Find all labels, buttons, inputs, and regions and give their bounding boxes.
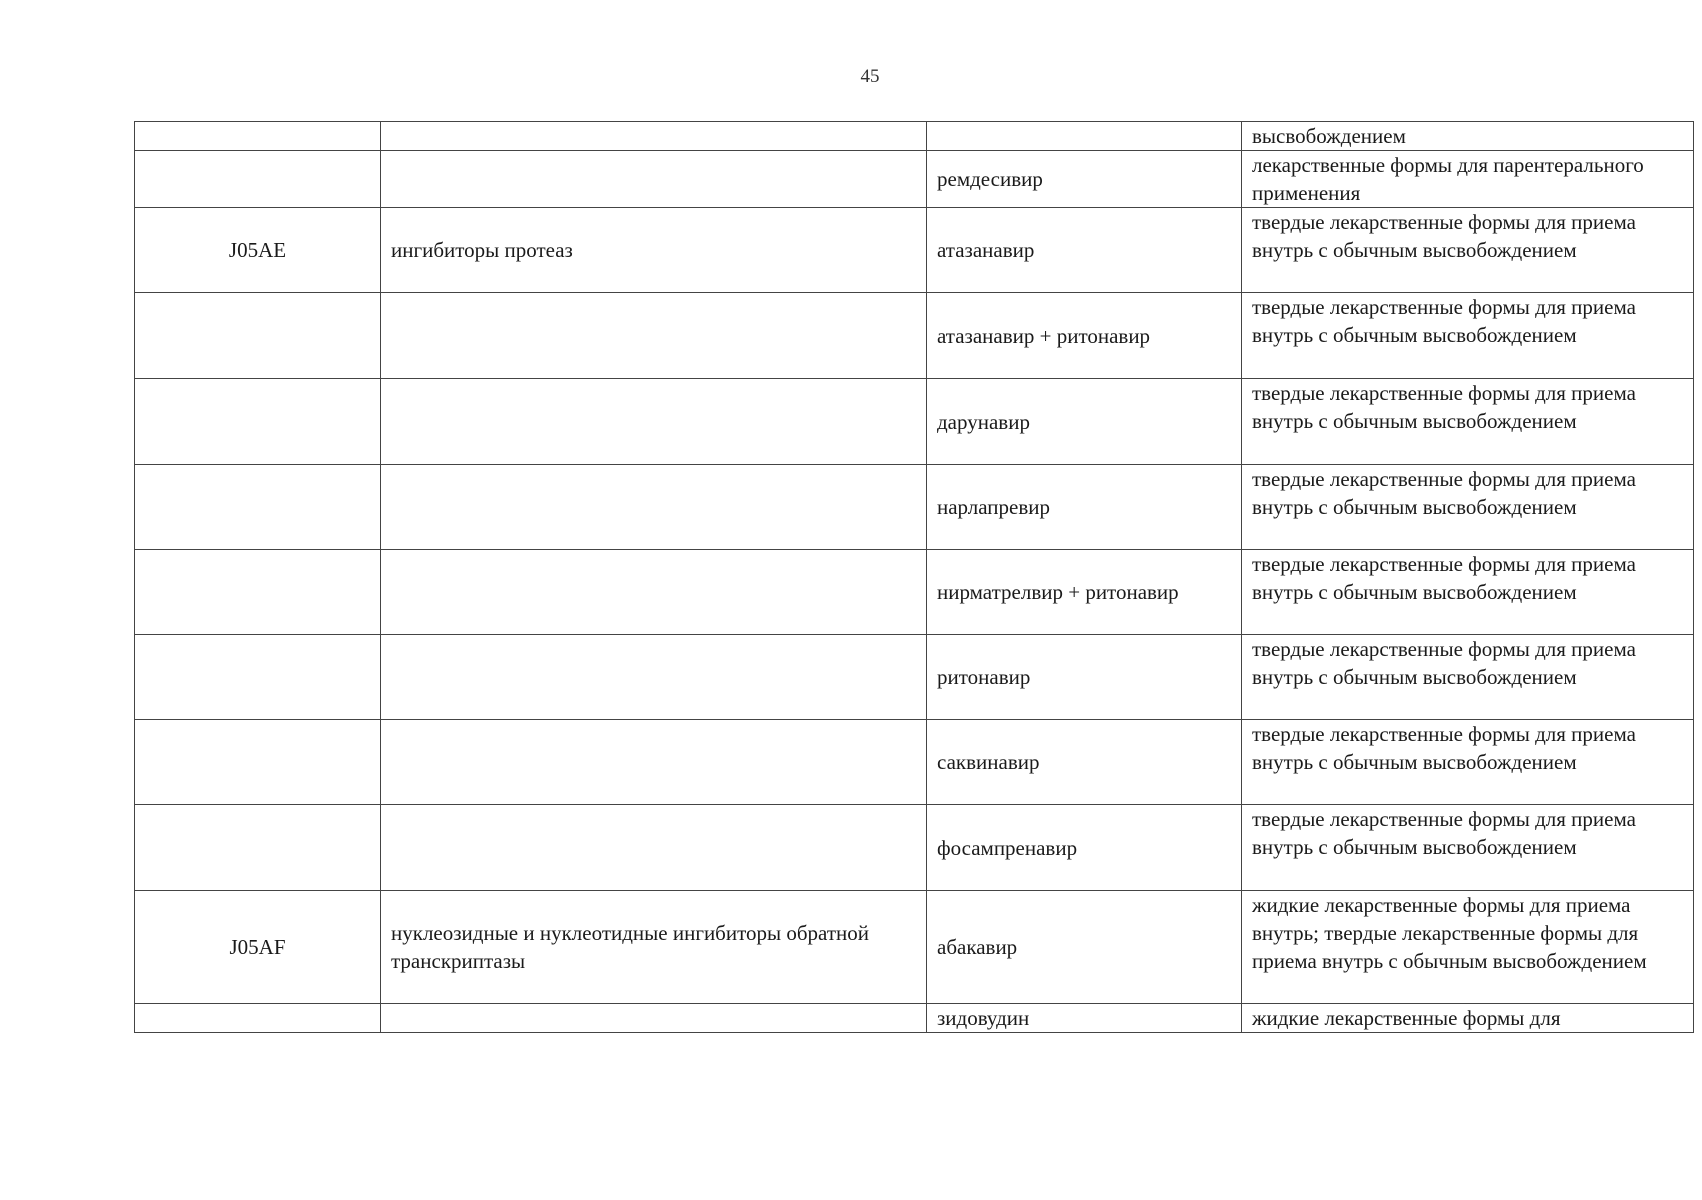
table-row — [135, 805, 1694, 891]
atc-code-cell — [135, 465, 381, 550]
table-row — [135, 891, 1694, 1004]
group-name-cell — [381, 805, 927, 891]
atc-code-cell — [135, 805, 381, 891]
group-name-cell — [381, 550, 927, 635]
atc-code-cell: J05AF — [135, 891, 381, 1004]
dosage-form-cell: твердые лекарственные формы для приема внутрь с обычным высвобождением — [1242, 720, 1694, 805]
drug-name-cell: зидовудин — [927, 1004, 1242, 1033]
atc-code-cell — [135, 720, 381, 805]
drug-name-cell: фосампренавир — [927, 805, 1242, 891]
group-name-cell: ингибиторы протеаз — [381, 208, 927, 293]
table-row — [135, 122, 1694, 151]
dosage-form-cell: жидкие лекарственные формы для приема внутрь; твердые лекарственные формы для приема внутрь с обычным высвобождением — [1242, 891, 1694, 1004]
drug-name-cell: ремдесивир — [927, 151, 1242, 208]
group-name-cell — [381, 122, 927, 151]
drug-name-cell: атазанавир — [927, 208, 1242, 293]
dosage-form-cell: твердые лекарственные формы для приема внутрь с обычным высвобождением — [1242, 805, 1694, 891]
atc-code-cell — [135, 122, 381, 151]
dosage-form-cell: лекарственные формы для парентерального применения — [1242, 151, 1694, 208]
dosage-form-cell: высвобождением — [1242, 122, 1694, 151]
dosage-form-cell: твердые лекарственные формы для приема внутрь с обычным высвобождением — [1242, 550, 1694, 635]
dosage-form-cell: твердые лекарственные формы для приема внутрь с обычным высвобождением — [1242, 293, 1694, 379]
dosage-form-cell: твердые лекарственные формы для приема внутрь с обычным высвобождением — [1242, 465, 1694, 550]
dosage-form-cell: жидкие лекарственные формы для — [1242, 1004, 1694, 1033]
group-name-cell — [381, 465, 927, 550]
table-row — [135, 208, 1694, 293]
drug-name-cell: дарунавир — [927, 379, 1242, 465]
dosage-form-cell: твердые лекарственные формы для приема внутрь с обычным высвобождением — [1242, 379, 1694, 465]
drug-name-cell — [927, 122, 1242, 151]
table-row — [135, 379, 1694, 465]
table-row — [135, 293, 1694, 379]
drug-name-cell: абакавир — [927, 891, 1242, 1004]
page-number: 45 — [860, 66, 880, 87]
group-name-cell — [381, 151, 927, 208]
group-name-cell — [381, 379, 927, 465]
dosage-form-cell: твердые лекарственные формы для приема внутрь с обычным высвобождением — [1242, 208, 1694, 293]
atc-code-cell — [135, 1004, 381, 1033]
table-row — [135, 1004, 1694, 1033]
drug-name-cell: нарлапревир — [927, 465, 1242, 550]
atc-code-cell — [135, 379, 381, 465]
table-row — [135, 550, 1694, 635]
drug-name-cell: нирматрелвир + ритонавир — [927, 550, 1242, 635]
atc-code-cell — [135, 635, 381, 720]
atc-code-cell — [135, 550, 381, 635]
group-name-cell — [381, 1004, 927, 1033]
group-name-cell — [381, 635, 927, 720]
atc-code-cell: J05AE — [135, 208, 381, 293]
table-row — [135, 635, 1694, 720]
atc-code-cell — [135, 293, 381, 379]
drug-name-cell: ритонавир — [927, 635, 1242, 720]
dosage-form-cell: твердые лекарственные формы для приема внутрь с обычным высвобождением — [1242, 635, 1694, 720]
table-row — [135, 151, 1694, 208]
group-name-cell — [381, 720, 927, 805]
table-row — [135, 465, 1694, 550]
group-name-cell — [381, 293, 927, 379]
atc-code-cell — [135, 151, 381, 208]
drug-table — [134, 121, 1694, 1033]
drug-name-cell: саквинавир — [927, 720, 1242, 805]
table-row — [135, 720, 1694, 805]
group-name-cell: нуклеозидные и нуклеотидные ингибиторы обратной транскриптазы — [381, 891, 927, 1004]
drug-name-cell: атазанавир + ритонавир — [927, 293, 1242, 379]
